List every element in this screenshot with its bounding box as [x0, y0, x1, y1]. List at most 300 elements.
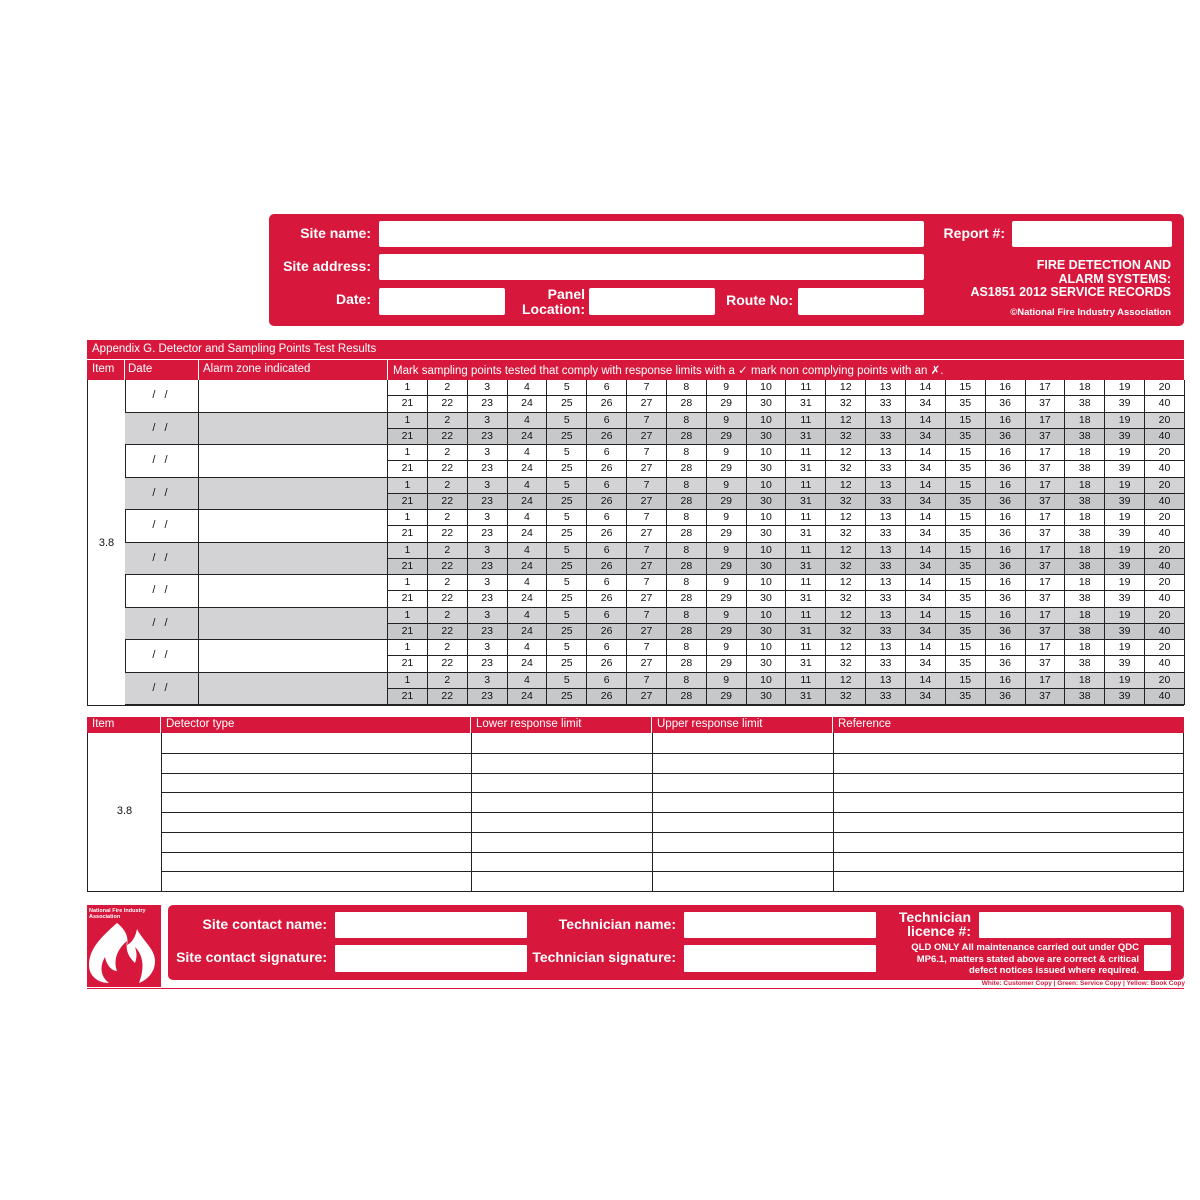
sampling-point-cell[interactable]: 36 [986, 689, 1026, 705]
detector-type-cell[interactable] [162, 793, 472, 812]
sampling-point-cell[interactable]: 26 [587, 429, 627, 445]
sampling-point-cell[interactable]: 21 [388, 396, 428, 412]
sampling-point-cell[interactable]: 39 [1105, 396, 1145, 412]
sampling-point-cell[interactable]: 8 [667, 413, 707, 429]
sampling-point-cell[interactable]: 27 [627, 559, 667, 575]
sampling-point-cell[interactable]: 34 [906, 624, 946, 640]
sampling-point-cell[interactable]: 40 [1145, 461, 1185, 477]
sampling-point-cell[interactable]: 26 [587, 559, 627, 575]
sampling-point-cell[interactable]: 30 [747, 396, 787, 412]
sampling-point-cell[interactable]: 4 [508, 640, 548, 656]
sampling-point-cell[interactable]: 31 [786, 461, 826, 477]
sampling-point-cell[interactable]: 1 [388, 380, 428, 396]
sampling-point-cell[interactable]: 26 [587, 461, 627, 477]
sampling-point-cell[interactable]: 14 [906, 543, 946, 559]
reference-cell[interactable] [834, 853, 1184, 872]
sampling-point-cell[interactable]: 35 [946, 526, 986, 542]
technician-signature-field[interactable] [684, 945, 876, 972]
sampling-point-cell[interactable]: 9 [707, 543, 747, 559]
sampling-point-cell[interactable]: 5 [547, 608, 587, 624]
sampling-point-cell[interactable]: 9 [707, 608, 747, 624]
site-address-field[interactable] [379, 254, 924, 280]
sampling-point-cell[interactable]: 19 [1105, 445, 1145, 461]
sampling-point-cell[interactable]: 10 [747, 608, 787, 624]
sampling-point-cell[interactable]: 20 [1145, 478, 1185, 494]
sampling-point-cell[interactable]: 17 [1026, 510, 1066, 526]
sampling-point-cell[interactable]: 17 [1026, 380, 1066, 396]
sampling-point-cell[interactable]: 9 [707, 445, 747, 461]
sampling-point-cell[interactable]: 30 [747, 526, 787, 542]
sampling-point-cell[interactable]: 24 [508, 396, 548, 412]
sampling-point-cell[interactable]: 2 [428, 445, 468, 461]
sampling-point-cell[interactable]: 11 [786, 478, 826, 494]
sampling-point-cell[interactable]: 15 [946, 608, 986, 624]
sampling-point-cell[interactable]: 5 [547, 413, 587, 429]
sampling-point-cell[interactable]: 9 [707, 640, 747, 656]
sampling-point-cell[interactable]: 18 [1065, 640, 1105, 656]
sampling-point-cell[interactable]: 7 [627, 575, 667, 591]
sampling-point-cell[interactable]: 33 [866, 494, 906, 510]
sampling-point-cell[interactable]: 39 [1105, 559, 1145, 575]
sampling-point-cell[interactable]: 39 [1105, 461, 1145, 477]
sampling-point-cell[interactable]: 16 [986, 380, 1026, 396]
sampling-point-cell[interactable]: 31 [786, 526, 826, 542]
sampling-point-cell[interactable]: 16 [986, 413, 1026, 429]
sampling-point-cell[interactable]: 38 [1065, 461, 1105, 477]
sampling-point-cell[interactable]: 28 [667, 429, 707, 445]
sampling-point-cell[interactable]: 27 [627, 461, 667, 477]
sampling-point-cell[interactable]: 33 [866, 656, 906, 672]
sampling-point-cell[interactable]: 37 [1026, 526, 1066, 542]
sampling-point-cell[interactable]: 29 [707, 396, 747, 412]
sampling-point-cell[interactable]: 12 [826, 608, 866, 624]
sampling-point-cell[interactable]: 20 [1145, 575, 1185, 591]
sampling-point-cell[interactable]: 39 [1105, 591, 1145, 607]
sampling-point-cell[interactable]: 25 [547, 396, 587, 412]
technician-licence-field[interactable] [979, 912, 1171, 938]
sampling-point-cell[interactable]: 12 [826, 510, 866, 526]
sampling-point-cell[interactable]: 35 [946, 429, 986, 445]
sampling-point-cell[interactable]: 6 [587, 543, 627, 559]
date-cell[interactable]: / / [125, 478, 199, 511]
date-cell[interactable]: / / [125, 380, 199, 413]
sampling-point-cell[interactable]: 16 [986, 640, 1026, 656]
sampling-point-cell[interactable]: 11 [786, 445, 826, 461]
sampling-point-cell[interactable]: 8 [667, 575, 707, 591]
sampling-point-cell[interactable]: 23 [468, 689, 508, 705]
sampling-point-cell[interactable]: 8 [667, 673, 707, 689]
sampling-point-cell[interactable]: 25 [547, 429, 587, 445]
sampling-point-cell[interactable]: 17 [1026, 413, 1066, 429]
sampling-point-cell[interactable]: 29 [707, 526, 747, 542]
sampling-point-cell[interactable]: 34 [906, 656, 946, 672]
sampling-point-cell[interactable]: 22 [428, 396, 468, 412]
sampling-point-cell[interactable]: 11 [786, 673, 826, 689]
sampling-point-cell[interactable]: 13 [866, 543, 906, 559]
sampling-point-cell[interactable]: 25 [547, 559, 587, 575]
sampling-point-cell[interactable]: 5 [547, 673, 587, 689]
sampling-point-cell[interactable]: 9 [707, 510, 747, 526]
route-no-input[interactable] [798, 288, 924, 315]
sampling-point-cell[interactable]: 8 [667, 478, 707, 494]
sampling-point-cell[interactable]: 29 [707, 656, 747, 672]
sampling-point-cell[interactable]: 32 [826, 624, 866, 640]
route-no-field[interactable] [798, 288, 924, 315]
sampling-point-cell[interactable]: 10 [747, 575, 787, 591]
sampling-point-cell[interactable]: 32 [826, 461, 866, 477]
sampling-point-cell[interactable]: 9 [707, 478, 747, 494]
sampling-point-cell[interactable]: 27 [627, 429, 667, 445]
sampling-point-cell[interactable]: 3 [468, 380, 508, 396]
sampling-point-cell[interactable]: 19 [1105, 640, 1145, 656]
sampling-point-cell[interactable]: 24 [508, 689, 548, 705]
sampling-point-cell[interactable]: 31 [786, 624, 826, 640]
sampling-point-cell[interactable]: 18 [1065, 445, 1105, 461]
sampling-point-cell[interactable]: 3 [468, 608, 508, 624]
sampling-point-cell[interactable]: 4 [508, 380, 548, 396]
sampling-point-cell[interactable]: 20 [1145, 510, 1185, 526]
sampling-point-cell[interactable]: 28 [667, 591, 707, 607]
sampling-point-cell[interactable]: 12 [826, 673, 866, 689]
sampling-point-cell[interactable]: 23 [468, 429, 508, 445]
sampling-point-cell[interactable]: 28 [667, 656, 707, 672]
sampling-point-cell[interactable]: 30 [747, 559, 787, 575]
sampling-point-cell[interactable]: 1 [388, 413, 428, 429]
sampling-point-cell[interactable]: 3 [468, 445, 508, 461]
sampling-point-cell[interactable]: 20 [1145, 413, 1185, 429]
sampling-point-cell[interactable]: 38 [1065, 429, 1105, 445]
sampling-point-cell[interactable]: 7 [627, 608, 667, 624]
alarm-zone-cell[interactable] [199, 640, 388, 673]
sampling-point-cell[interactable]: 12 [826, 413, 866, 429]
sampling-point-cell[interactable]: 38 [1065, 494, 1105, 510]
sampling-point-cell[interactable]: 14 [906, 478, 946, 494]
sampling-point-cell[interactable]: 16 [986, 478, 1026, 494]
sampling-point-cell[interactable]: 4 [508, 445, 548, 461]
sampling-point-cell[interactable]: 17 [1026, 445, 1066, 461]
sampling-point-cell[interactable]: 7 [627, 640, 667, 656]
sampling-point-cell[interactable]: 14 [906, 608, 946, 624]
site-contact-signature-field[interactable] [335, 945, 527, 972]
sampling-point-cell[interactable]: 17 [1026, 478, 1066, 494]
sampling-point-cell[interactable]: 30 [747, 591, 787, 607]
lower-limit-cell[interactable] [472, 853, 653, 872]
sampling-point-cell[interactable]: 13 [866, 413, 906, 429]
detector-type-cell[interactable] [162, 833, 472, 852]
sampling-point-cell[interactable]: 10 [747, 640, 787, 656]
sampling-point-cell[interactable]: 3 [468, 510, 508, 526]
detector-type-cell[interactable] [162, 872, 472, 891]
lower-limit-cell[interactable] [472, 833, 653, 852]
sampling-point-cell[interactable]: 35 [946, 396, 986, 412]
sampling-point-cell[interactable]: 10 [747, 673, 787, 689]
sampling-point-cell[interactable]: 11 [786, 575, 826, 591]
sampling-point-cell[interactable]: 29 [707, 559, 747, 575]
sampling-point-cell[interactable]: 13 [866, 640, 906, 656]
date-cell[interactable]: / / [125, 543, 199, 576]
detector-type-cell[interactable] [162, 853, 472, 872]
sampling-point-cell[interactable]: 30 [747, 494, 787, 510]
sampling-point-cell[interactable]: 2 [428, 575, 468, 591]
upper-limit-cell[interactable] [653, 733, 834, 753]
sampling-point-cell[interactable]: 33 [866, 461, 906, 477]
lower-limit-cell[interactable] [472, 774, 653, 793]
sampling-point-cell[interactable]: 35 [946, 461, 986, 477]
sampling-point-cell[interactable]: 34 [906, 526, 946, 542]
sampling-point-cell[interactable]: 17 [1026, 608, 1066, 624]
sampling-point-cell[interactable]: 15 [946, 575, 986, 591]
report-input[interactable] [1012, 221, 1172, 247]
sampling-point-cell[interactable]: 34 [906, 689, 946, 705]
reference-cell[interactable] [834, 813, 1184, 832]
sampling-point-cell[interactable]: 33 [866, 689, 906, 705]
lower-limit-cell[interactable] [472, 754, 653, 773]
sampling-point-cell[interactable]: 26 [587, 624, 627, 640]
sampling-point-cell[interactable]: 22 [428, 559, 468, 575]
sampling-point-cell[interactable]: 21 [388, 624, 428, 640]
sampling-point-cell[interactable]: 24 [508, 591, 548, 607]
site-address-input[interactable] [379, 254, 924, 280]
sampling-point-cell[interactable]: 2 [428, 478, 468, 494]
sampling-point-cell[interactable]: 30 [747, 461, 787, 477]
sampling-point-cell[interactable]: 30 [747, 689, 787, 705]
sampling-point-cell[interactable]: 3 [468, 640, 508, 656]
sampling-point-cell[interactable]: 36 [986, 396, 1026, 412]
sampling-point-cell[interactable]: 39 [1105, 526, 1145, 542]
sampling-point-cell[interactable]: 6 [587, 380, 627, 396]
upper-limit-cell[interactable] [653, 833, 834, 852]
sampling-point-cell[interactable]: 25 [547, 656, 587, 672]
sampling-point-cell[interactable]: 36 [986, 656, 1026, 672]
sampling-point-cell[interactable]: 21 [388, 591, 428, 607]
sampling-point-cell[interactable]: 40 [1145, 689, 1185, 705]
sampling-point-cell[interactable]: 24 [508, 526, 548, 542]
sampling-point-cell[interactable]: 4 [508, 673, 548, 689]
sampling-point-cell[interactable]: 14 [906, 510, 946, 526]
sampling-point-cell[interactable]: 3 [468, 543, 508, 559]
upper-limit-cell[interactable] [653, 754, 834, 773]
upper-limit-cell[interactable] [653, 793, 834, 812]
sampling-point-cell[interactable]: 36 [986, 526, 1026, 542]
qld-checkbox[interactable] [1144, 945, 1171, 971]
sampling-point-cell[interactable]: 22 [428, 689, 468, 705]
sampling-point-cell[interactable]: 23 [468, 396, 508, 412]
sampling-point-cell[interactable]: 27 [627, 396, 667, 412]
sampling-point-cell[interactable]: 26 [587, 689, 627, 705]
sampling-point-cell[interactable]: 1 [388, 575, 428, 591]
sampling-point-cell[interactable]: 14 [906, 673, 946, 689]
sampling-point-cell[interactable]: 14 [906, 413, 946, 429]
sampling-point-cell[interactable]: 39 [1105, 624, 1145, 640]
sampling-point-cell[interactable]: 37 [1026, 396, 1066, 412]
sampling-point-cell[interactable]: 36 [986, 624, 1026, 640]
sampling-point-cell[interactable]: 8 [667, 608, 707, 624]
sampling-point-cell[interactable]: 34 [906, 494, 946, 510]
sampling-point-cell[interactable]: 4 [508, 510, 548, 526]
sampling-point-cell[interactable]: 24 [508, 656, 548, 672]
sampling-point-cell[interactable]: 13 [866, 575, 906, 591]
sampling-point-cell[interactable]: 6 [587, 413, 627, 429]
alarm-zone-cell[interactable] [199, 543, 388, 576]
upper-limit-cell[interactable] [653, 774, 834, 793]
sampling-point-cell[interactable]: 19 [1105, 543, 1145, 559]
sampling-point-cell[interactable]: 39 [1105, 656, 1145, 672]
sampling-point-cell[interactable]: 38 [1065, 656, 1105, 672]
sampling-point-cell[interactable]: 29 [707, 429, 747, 445]
sampling-point-cell[interactable]: 37 [1026, 559, 1066, 575]
sampling-point-cell[interactable]: 16 [986, 510, 1026, 526]
date-field[interactable] [379, 288, 505, 315]
sampling-point-cell[interactable]: 17 [1026, 543, 1066, 559]
sampling-point-cell[interactable]: 37 [1026, 494, 1066, 510]
sampling-point-cell[interactable]: 37 [1026, 689, 1066, 705]
sampling-point-cell[interactable]: 37 [1026, 429, 1066, 445]
sampling-point-cell[interactable]: 27 [627, 624, 667, 640]
sampling-point-cell[interactable]: 13 [866, 478, 906, 494]
reference-cell[interactable] [834, 754, 1184, 773]
sampling-point-cell[interactable]: 16 [986, 673, 1026, 689]
sampling-point-cell[interactable]: 38 [1065, 526, 1105, 542]
sampling-point-cell[interactable]: 15 [946, 510, 986, 526]
sampling-point-cell[interactable]: 21 [388, 429, 428, 445]
sampling-point-cell[interactable]: 10 [747, 510, 787, 526]
sampling-point-cell[interactable]: 23 [468, 461, 508, 477]
sampling-point-cell[interactable]: 32 [826, 656, 866, 672]
sampling-point-cell[interactable]: 35 [946, 559, 986, 575]
sampling-point-cell[interactable]: 38 [1065, 624, 1105, 640]
sampling-point-cell[interactable]: 21 [388, 559, 428, 575]
sampling-point-cell[interactable]: 22 [428, 656, 468, 672]
sampling-point-cell[interactable]: 4 [508, 413, 548, 429]
sampling-point-cell[interactable]: 28 [667, 494, 707, 510]
sampling-point-cell[interactable]: 28 [667, 689, 707, 705]
sampling-point-cell[interactable]: 16 [986, 575, 1026, 591]
sampling-point-cell[interactable]: 24 [508, 461, 548, 477]
sampling-point-cell[interactable]: 1 [388, 673, 428, 689]
sampling-point-cell[interactable]: 23 [468, 656, 508, 672]
sampling-point-cell[interactable]: 21 [388, 656, 428, 672]
sampling-point-cell[interactable]: 32 [826, 559, 866, 575]
sampling-point-cell[interactable]: 40 [1145, 656, 1185, 672]
sampling-point-cell[interactable]: 5 [547, 510, 587, 526]
sampling-point-cell[interactable]: 7 [627, 510, 667, 526]
sampling-point-cell[interactable]: 40 [1145, 624, 1185, 640]
upper-limit-cell[interactable] [653, 853, 834, 872]
site-name-input[interactable] [379, 221, 924, 247]
sampling-point-cell[interactable]: 32 [826, 689, 866, 705]
sampling-point-cell[interactable]: 14 [906, 575, 946, 591]
sampling-point-cell[interactable]: 18 [1065, 478, 1105, 494]
sampling-point-cell[interactable]: 2 [428, 640, 468, 656]
sampling-point-cell[interactable]: 4 [508, 478, 548, 494]
sampling-point-cell[interactable]: 33 [866, 526, 906, 542]
sampling-point-cell[interactable]: 37 [1026, 591, 1066, 607]
sampling-point-cell[interactable]: 5 [547, 445, 587, 461]
sampling-point-cell[interactable]: 15 [946, 413, 986, 429]
sampling-point-cell[interactable]: 11 [786, 413, 826, 429]
sampling-point-cell[interactable]: 37 [1026, 624, 1066, 640]
sampling-point-cell[interactable]: 20 [1145, 380, 1185, 396]
sampling-point-cell[interactable]: 24 [508, 494, 548, 510]
sampling-point-cell[interactable]: 28 [667, 624, 707, 640]
sampling-point-cell[interactable]: 7 [627, 543, 667, 559]
technician-licence-input[interactable] [979, 912, 1171, 938]
sampling-point-cell[interactable]: 19 [1105, 413, 1145, 429]
sampling-point-cell[interactable]: 35 [946, 591, 986, 607]
alarm-zone-cell[interactable] [199, 510, 388, 543]
site-contact-signature-input[interactable] [335, 945, 527, 972]
sampling-point-cell[interactable]: 18 [1065, 543, 1105, 559]
sampling-point-cell[interactable]: 31 [786, 656, 826, 672]
reference-cell[interactable] [834, 872, 1184, 891]
sampling-point-cell[interactable]: 21 [388, 689, 428, 705]
sampling-point-cell[interactable]: 35 [946, 689, 986, 705]
reference-cell[interactable] [834, 833, 1184, 852]
sampling-point-cell[interactable]: 1 [388, 640, 428, 656]
sampling-point-cell[interactable]: 40 [1145, 591, 1185, 607]
sampling-point-cell[interactable]: 31 [786, 591, 826, 607]
sampling-point-cell[interactable]: 36 [986, 429, 1026, 445]
sampling-point-cell[interactable]: 18 [1065, 575, 1105, 591]
sampling-point-cell[interactable]: 22 [428, 461, 468, 477]
sampling-point-cell[interactable]: 25 [547, 494, 587, 510]
sampling-point-cell[interactable]: 40 [1145, 526, 1185, 542]
sampling-point-cell[interactable]: 20 [1145, 673, 1185, 689]
sampling-point-cell[interactable]: 12 [826, 543, 866, 559]
sampling-point-cell[interactable]: 34 [906, 591, 946, 607]
sampling-point-cell[interactable]: 11 [786, 640, 826, 656]
sampling-point-cell[interactable]: 36 [986, 461, 1026, 477]
technician-name-input[interactable] [684, 912, 876, 938]
sampling-point-cell[interactable]: 34 [906, 429, 946, 445]
sampling-point-cell[interactable]: 11 [786, 510, 826, 526]
sampling-point-cell[interactable]: 7 [627, 413, 667, 429]
date-input[interactable] [379, 288, 505, 315]
sampling-point-cell[interactable]: 27 [627, 656, 667, 672]
sampling-point-cell[interactable]: 29 [707, 689, 747, 705]
sampling-point-cell[interactable]: 33 [866, 429, 906, 445]
sampling-point-cell[interactable]: 24 [508, 624, 548, 640]
sampling-point-cell[interactable]: 3 [468, 575, 508, 591]
sampling-point-cell[interactable]: 27 [627, 689, 667, 705]
sampling-point-cell[interactable]: 34 [906, 461, 946, 477]
sampling-point-cell[interactable]: 30 [747, 429, 787, 445]
sampling-point-cell[interactable]: 13 [866, 380, 906, 396]
sampling-point-cell[interactable]: 32 [826, 396, 866, 412]
sampling-point-cell[interactable]: 17 [1026, 673, 1066, 689]
sampling-point-cell[interactable]: 31 [786, 396, 826, 412]
site-name-field[interactable] [379, 221, 924, 247]
sampling-point-cell[interactable]: 6 [587, 445, 627, 461]
sampling-point-cell[interactable]: 36 [986, 494, 1026, 510]
sampling-point-cell[interactable]: 25 [547, 526, 587, 542]
sampling-point-cell[interactable]: 3 [468, 413, 508, 429]
sampling-point-cell[interactable]: 20 [1145, 640, 1185, 656]
date-cell[interactable]: / / [125, 510, 199, 543]
sampling-point-cell[interactable]: 8 [667, 510, 707, 526]
sampling-point-cell[interactable]: 25 [547, 461, 587, 477]
date-cell[interactable]: / / [125, 413, 199, 446]
sampling-point-cell[interactable]: 1 [388, 608, 428, 624]
sampling-point-cell[interactable]: 25 [547, 624, 587, 640]
sampling-point-cell[interactable]: 19 [1105, 478, 1145, 494]
sampling-point-cell[interactable]: 33 [866, 624, 906, 640]
sampling-point-cell[interactable]: 7 [627, 673, 667, 689]
reference-cell[interactable] [834, 733, 1184, 753]
sampling-point-cell[interactable]: 15 [946, 445, 986, 461]
sampling-point-cell[interactable]: 5 [547, 380, 587, 396]
alarm-zone-cell[interactable] [199, 608, 388, 641]
